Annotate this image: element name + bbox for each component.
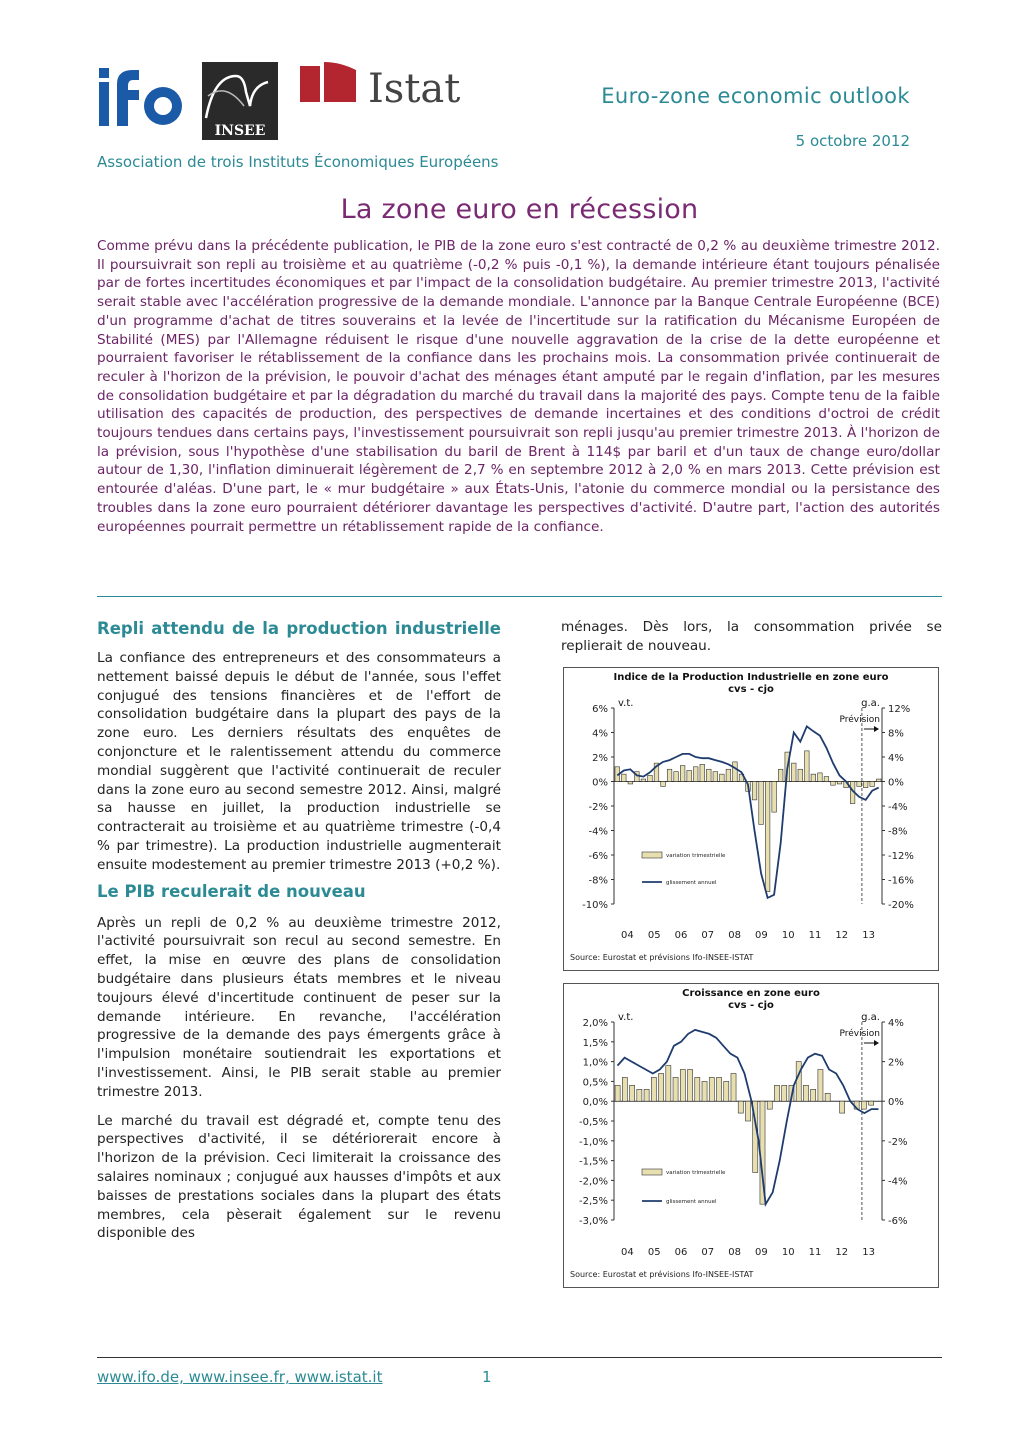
bar xyxy=(818,773,823,782)
bar xyxy=(622,1077,627,1101)
left-tick-label: 4% xyxy=(592,728,608,740)
bar xyxy=(680,766,685,782)
headline: La zone euro en récession xyxy=(340,194,699,225)
left-axis-unit: v.t. xyxy=(618,1012,634,1023)
legend-bar-label: variation trimestrielle xyxy=(666,1170,726,1176)
bar xyxy=(837,782,842,784)
bar xyxy=(648,775,653,781)
right-tick-label: 0% xyxy=(888,1097,904,1109)
x-tick-label: 11 xyxy=(808,1247,822,1258)
x-tick-label: 10 xyxy=(781,1247,795,1258)
section-body-gdp-2: Le marché du travail est dégradé et, compte tenu des perspectives d'activité, il se détériorerait encore à l'horizon de la prévision. Ceci limiterait la croissance des salaires nominaux ; conjugué aux hausses d'impôts et aux baisses de prestations sociales dans la plupart des états membres, cela pèserait également sur le revenu disponible des xyxy=(97,1112,501,1242)
section-body-gdp-3: ménages. Dès lors, la consommation privée se replierait de nouveau. xyxy=(561,619,942,654)
abstract-paragraph: Comme prévu dans la précédente publication, le PIB de la zone euro s'est contracté de 0,2 % au deuxième trimestre 2012. Il poursuivrait son repli au troisième et au quatrième (-0,2 % puis -0,1 %), la demande intérieure étant toujours pénalisée par de fortes incertitudes économiques et par l'impact de la consolidation budgétaire. Au premier trimestre 2013, l'activité serait stable avec l'accélération progressive de la demande mondiale. L'annonce par la Banque Centrale Européenne (BCE) d'un programme d'achat de titres souverains et la levée de l'incertitude sur la ratification du Mécanisme Européen de Stabilité (MES) par l'Allemagne réduisent le risque d'une nouvelle aggravation de la crise de la dette européenne et pourraient favoriser le rétablissement de la confiance dans les prochains mois. La consommation privée continuerait de reculer à l'horizon de la prévision, le pouvoir d'achat des ménages étant amputé par le regain d'inflation, par les mesures de consolidation budgétaire et par la dégradation du marché du travail dans la majorité des pays. Compte tenu de la faible utilisation des capacités de production, des perspectives de demande incertaines et des conditions d'octroi de crédit toujours tendues dans certains pays, l'investissement poursuivrait son repli jusqu'au premier trimestre 2013. À l'horizon de la prévision, sous l'hypothèse d'une stabilisation du baril de Brent à 114$ par baril et d'un taux de change euro/dollar autour de 1,30, l'inflation diminuerait légèrement de 2,7 % en septembre 2012 à 2,0 % en mars 2013. Cette prévision est entourée d'aléas. D'une part, le « mur budgétaire » aux États-Unis, l'atonie du commerce mondial ou la persistance des troubles dans la zone euro pourraient détériorer davantage les perspectives d'activité. D'autre part, l'action des autorités européennes pourrait permettre un rétablissement rapide de la confiance. xyxy=(97,238,940,535)
chart-industrial-production xyxy=(563,667,939,971)
page-number: 1 xyxy=(482,1368,492,1386)
bar xyxy=(803,1085,808,1101)
bar xyxy=(811,1089,816,1101)
bar xyxy=(644,1089,649,1101)
bar xyxy=(778,769,783,781)
footer-links[interactable]: www.ifo.de, www.insee.fr, www.istat.it xyxy=(97,1368,383,1386)
legend-line-label: glissement annuel xyxy=(666,880,717,886)
divider xyxy=(97,596,942,597)
bar xyxy=(805,751,810,782)
x-tick-label: 13 xyxy=(862,930,875,941)
x-tick-label: 06 xyxy=(674,1247,688,1258)
bar xyxy=(637,1089,642,1101)
publication-date: 5 octobre 2012 xyxy=(795,132,910,150)
right-tick-label: -6% xyxy=(888,1216,908,1227)
istat-logo xyxy=(298,60,461,112)
left-column xyxy=(97,618,501,1243)
bar xyxy=(713,772,718,782)
chart-source: Source: Eurostat et prévisions Ifo-INSEE-ISTAT xyxy=(570,1270,754,1279)
x-tick-label: 13 xyxy=(862,1247,875,1258)
bar xyxy=(641,779,646,781)
bar xyxy=(861,1101,866,1109)
x-tick-label: 12 xyxy=(835,930,849,941)
x-tick-label: 12 xyxy=(835,1247,849,1258)
left-tick-label: -2,0% xyxy=(578,1176,608,1188)
chart-gdp-growth-svg xyxy=(564,984,938,1287)
forecast-label: Prévision xyxy=(839,715,880,725)
right-tick-label: 4% xyxy=(888,1018,904,1029)
bar xyxy=(630,1085,635,1101)
bar xyxy=(782,1085,787,1101)
bar xyxy=(796,1062,801,1102)
left-tick-label: -2,5% xyxy=(578,1196,608,1208)
bar xyxy=(724,1081,729,1101)
x-tick-label: 06 xyxy=(674,930,688,941)
legend-bar-swatch xyxy=(642,852,662,858)
bar xyxy=(693,767,698,782)
x-tick-label: 07 xyxy=(701,1247,715,1258)
right-tick-label: -16% xyxy=(888,875,914,887)
right-axis-unit: g.a. xyxy=(861,1012,880,1023)
bar xyxy=(709,1077,714,1101)
x-tick-label: 09 xyxy=(755,930,768,941)
bar xyxy=(870,782,875,787)
bar xyxy=(628,782,633,784)
forecast-label: Prévision xyxy=(839,1029,880,1039)
bar xyxy=(726,769,731,781)
bar xyxy=(765,782,770,892)
bar xyxy=(772,782,777,813)
istat-logo-text: Istat xyxy=(368,66,461,112)
chart-title: Indice de la Production Industrielle en zone euro xyxy=(613,672,889,683)
line-series-annual-growth xyxy=(617,726,878,898)
x-tick-label: 05 xyxy=(647,930,661,941)
x-tick-label: 08 xyxy=(728,1247,741,1258)
left-tick-label: 0% xyxy=(592,777,608,789)
legend-bar-swatch xyxy=(642,1169,662,1175)
section-body-industrial-production: La confiance des entrepreneurs et des consommateurs a nettement baissé depuis le début de l'année, sous l'effet conjugué des tensions financières et de l'effort de consolidation budgétaire dans la plupart des pays de la zone euro. Les derniers résultats des enquêtes de conjoncture et le ralentissement attendu du commerce mondial suggèrent que l'activité continuerait de reculer dans la zone euro au second semestre 2012. Ainsi, malgré sa hausse en juillet, la production industrielle se contracterait au troisième et au quatrième trimestre (-0,4 % par trimestre). La production industrielle augmenterait ensuite modestement au premier trimestre 2013 (+0,2 %). xyxy=(97,650,501,873)
bar xyxy=(811,774,816,781)
bar xyxy=(673,1077,678,1101)
right-column xyxy=(561,618,942,656)
left-tick-label: -3,0% xyxy=(578,1216,608,1227)
bar xyxy=(674,772,679,782)
x-tick-label: 10 xyxy=(781,930,795,941)
x-tick-label: 04 xyxy=(621,930,634,941)
bar xyxy=(759,782,764,825)
ifo-logo xyxy=(97,66,185,128)
bar xyxy=(666,1066,671,1102)
chart-subtitle: cvs - cjo xyxy=(728,684,774,695)
bar xyxy=(706,769,711,781)
legend-line-label: glissement annuel xyxy=(666,1199,717,1205)
bar xyxy=(857,782,862,787)
bar xyxy=(745,1101,750,1121)
section-body-gdp-1: Après un repli de 0,2 % au deuxième trimestre 2012, l'activité poursuivrait son recul au second semestre. En effet, la mise en œuvre des plans de consolidation budgétaire dans plusieurs états membres et le niveau toujours élevé d'incertitude continuent de peser sur la demande intérieure. En revanche, l'accélération progressive de la demande des pays émergents grâce à l'impulsion monétaire soutiendrait les exportations et l'investissement. Ainsi, le PIB serait stable au premier trimestre 2013. xyxy=(97,914,501,1100)
right-tick-label: 4% xyxy=(888,753,904,764)
forecast-arrow-head xyxy=(874,726,879,732)
left-tick-label: 2,0% xyxy=(582,1018,608,1029)
bar xyxy=(831,782,836,786)
bar xyxy=(731,1073,736,1101)
right-tick-label: -20% xyxy=(888,900,914,911)
x-tick-label: 07 xyxy=(701,930,715,941)
left-tick-label: -2% xyxy=(588,802,608,813)
right-tick-label: -12% xyxy=(888,851,914,862)
section-heading-gdp: Le PIB reculerait de nouveau xyxy=(97,881,366,901)
bar xyxy=(876,779,881,781)
bar xyxy=(651,1077,656,1101)
bar xyxy=(863,782,868,788)
legend-bar-label: variation trimestrielle xyxy=(666,853,726,859)
x-tick-label: 08 xyxy=(728,930,741,941)
bar xyxy=(818,1070,823,1102)
right-tick-label: -8% xyxy=(888,826,908,838)
chart-title: Croissance en zone euro xyxy=(682,988,820,999)
right-tick-label: 2% xyxy=(888,1057,904,1069)
bar xyxy=(825,1093,830,1101)
publication-title: Euro-zone economic outlook xyxy=(601,84,910,108)
bar xyxy=(680,1070,685,1102)
right-tick-label: 8% xyxy=(888,728,904,740)
insee-logo xyxy=(202,62,278,140)
bar xyxy=(767,1101,772,1109)
bar xyxy=(702,1081,707,1101)
left-tick-label: 0,5% xyxy=(582,1077,608,1089)
right-tick-label: -4% xyxy=(888,802,908,813)
bar xyxy=(869,1101,874,1105)
chart-gdp-growth xyxy=(563,983,939,1288)
left-tick-label: -1,0% xyxy=(578,1136,608,1148)
left-tick-label: 0,0% xyxy=(582,1097,608,1109)
bar xyxy=(687,770,692,781)
bar xyxy=(720,774,725,781)
left-tick-label: -6% xyxy=(588,851,608,862)
bar xyxy=(716,1077,721,1101)
bar xyxy=(798,769,803,781)
bar xyxy=(695,1077,700,1101)
x-tick-label: 04 xyxy=(621,1247,634,1258)
bar xyxy=(667,769,672,781)
chart-source: Source: Eurostat et prévisions Ifo-INSEE-ISTAT xyxy=(570,953,754,962)
bar xyxy=(661,782,666,787)
left-tick-label: 6% xyxy=(592,704,608,715)
right-tick-label: 0% xyxy=(888,777,904,789)
footer-divider xyxy=(97,1357,942,1358)
bar xyxy=(700,764,705,781)
left-tick-label: 1,5% xyxy=(582,1037,608,1049)
right-tick-label: 12% xyxy=(888,704,911,715)
left-tick-label: -4% xyxy=(588,826,608,838)
bar xyxy=(738,1101,743,1113)
forecast-arrow-head xyxy=(874,1040,879,1046)
left-tick-label: -8% xyxy=(588,875,608,887)
bar xyxy=(791,763,796,781)
bar xyxy=(752,782,757,800)
left-axis-unit: v.t. xyxy=(618,698,634,709)
right-tick-label: -4% xyxy=(888,1176,908,1188)
left-tick-label: 2% xyxy=(592,753,608,764)
bar xyxy=(615,1085,620,1101)
bar xyxy=(824,777,829,782)
section-heading-industrial-production: Repli attendu de la production industrielle xyxy=(97,619,501,638)
bar xyxy=(659,1073,664,1101)
left-tick-label: -0,5% xyxy=(578,1117,608,1128)
insee-logo-text: INSEE xyxy=(214,123,266,139)
left-tick-label: 1,0% xyxy=(582,1057,608,1069)
right-axis-unit: g.a. xyxy=(861,698,880,709)
left-tick-label: -1,5% xyxy=(578,1156,608,1168)
right-tick-label: -2% xyxy=(888,1136,908,1148)
bar xyxy=(733,762,738,782)
bar xyxy=(840,1101,845,1113)
bar xyxy=(622,774,627,781)
x-tick-label: 05 xyxy=(647,1247,661,1258)
x-tick-label: 09 xyxy=(755,1247,768,1258)
chart-subtitle: cvs - cjo xyxy=(728,1000,774,1011)
association-tagline: Association de trois Instituts Économiques Européens xyxy=(97,153,499,171)
x-tick-label: 11 xyxy=(808,930,822,941)
bar xyxy=(688,1070,693,1102)
chart-industrial-production-svg xyxy=(564,668,938,970)
left-tick-label: -10% xyxy=(582,900,608,911)
bar xyxy=(774,1085,779,1101)
